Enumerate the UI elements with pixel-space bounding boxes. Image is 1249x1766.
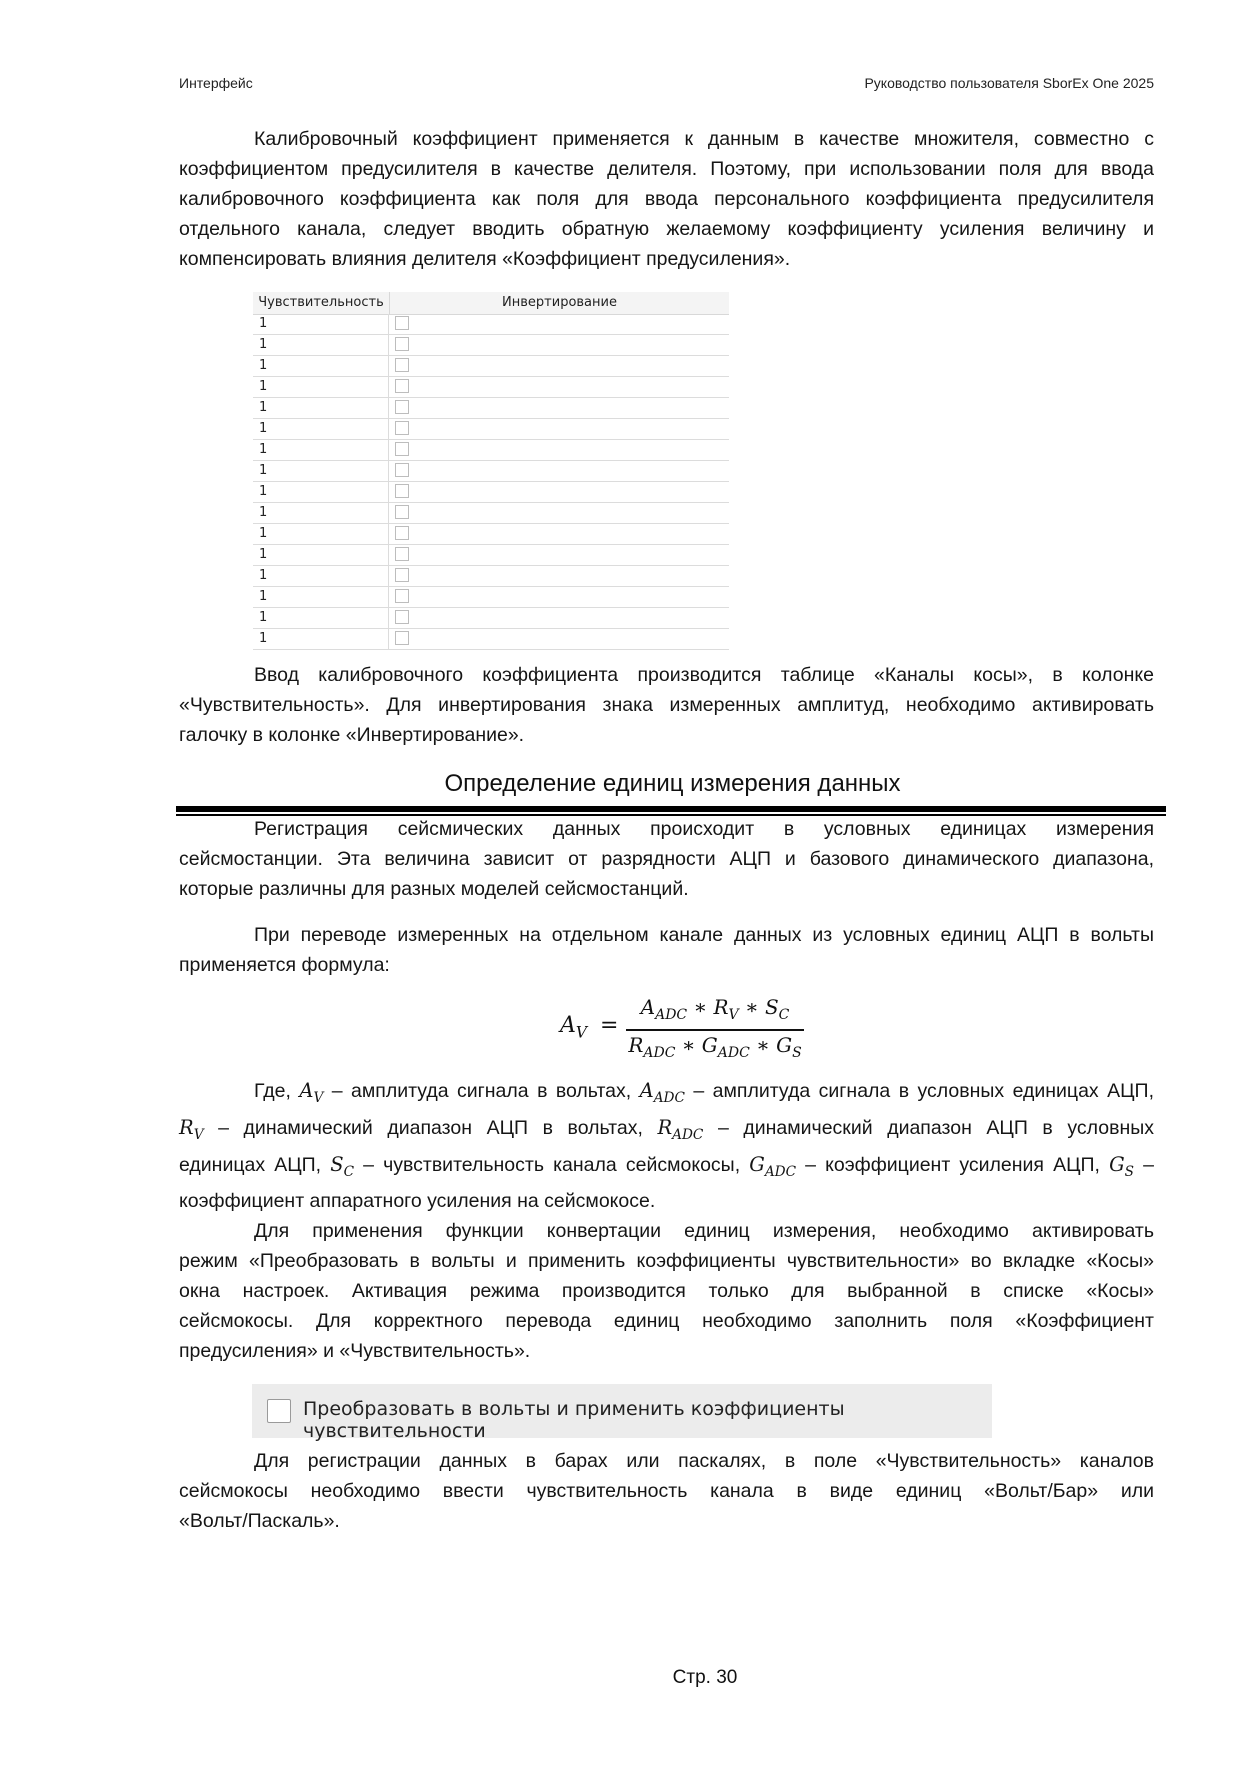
invert-checkbox[interactable] <box>395 610 409 624</box>
invert-checkbox[interactable] <box>395 631 409 645</box>
invert-checkbox[interactable] <box>395 337 409 351</box>
section-title: Определение единиц измерения данных <box>444 770 901 797</box>
header-right: Руководство пользователя SborEx One 2025 <box>864 75 1154 91</box>
sensitivity-cell[interactable]: 1 <box>253 440 389 460</box>
sensitivity-cell[interactable]: 1 <box>253 524 389 544</box>
table-row <box>253 314 729 335</box>
invert-checkbox[interactable] <box>395 379 409 393</box>
table-row <box>253 377 729 398</box>
table-row <box>253 419 729 440</box>
sensitivity-cell[interactable]: 1 <box>253 419 389 439</box>
table-row <box>253 461 729 482</box>
convert-to-volts-option[interactable] <box>252 1384 992 1442</box>
paragraph-bars-pascals: Для регистрации данных в барах или паскалях, в поле «Чувствительность» каналов сейсмокосы необходимо ввести чувствительность канала в виде единиц «Вольт/Бар» или «Вольт/Паскаль». <box>179 1450 1154 1532</box>
sensitivity-cell[interactable]: 1 <box>253 461 389 481</box>
invert-checkbox[interactable] <box>395 547 409 561</box>
invert-checkbox[interactable] <box>395 400 409 414</box>
paragraph-input: Ввод калибровочного коэффициента производится таблице «Каналы косы», в колонке «Чувствительность». Для инвертирования знака измеренных амплитуд, необходимо активировать галочку в колонке «Инвертирование». <box>179 664 1154 746</box>
formula-denominator: $R_{ADC}$ ∗ $G_{ADC}$ ∗ $G_S$ <box>628 1033 802 1061</box>
channels-table <box>253 292 729 646</box>
table-row <box>253 335 729 356</box>
invert-checkbox[interactable] <box>395 568 409 582</box>
sensitivity-cell[interactable]: 1 <box>253 482 389 502</box>
invert-checkbox[interactable] <box>395 526 409 540</box>
invert-checkbox[interactable] <box>395 589 409 603</box>
sensitivity-cell[interactable]: 1 <box>253 377 389 397</box>
convert-to-volts-label[interactable]: Преобразовать в вольты и применить коэффициенты чувствительности <box>303 1398 845 1442</box>
sensitivity-cell[interactable]: 1 <box>253 608 389 628</box>
table-row <box>253 587 729 608</box>
table-row <box>253 356 729 377</box>
invert-checkbox[interactable] <box>395 463 409 477</box>
table-row <box>253 398 729 419</box>
invert-checkbox[interactable] <box>395 358 409 372</box>
header-left: Интерфейс <box>179 75 253 91</box>
page-number: Стр. 30 <box>672 1667 738 1688</box>
table-row <box>253 608 729 629</box>
paragraph-definitions: Где, $A_V$ – амплитуда сигнала в вольтах, $A_{ADC}$ – амплитуда сигнала в условных единицах АЦП, $R_V$ – динамический диапазон АЦП в вольтах, $R_{ADC}$ – динамический диапазон АЦП в условных единицах АЦП, $S_C$ – чувствительность канала сейсмокосы, $G_{ADC}$ – коэффициент усиления АЦП, $G_S$ – коэффициент аппаратного усиления на сейсмокосе. <box>179 1079 1154 1213</box>
column-header-invert[interactable]: Инвертирование <box>390 292 729 315</box>
table-row <box>253 440 729 461</box>
sensitivity-cell[interactable]: 1 <box>253 335 389 355</box>
table-row <box>253 629 729 650</box>
invert-checkbox[interactable] <box>395 484 409 498</box>
fraction-bar <box>626 1029 804 1031</box>
table-row <box>253 503 729 524</box>
invert-checkbox[interactable] <box>395 316 409 330</box>
paragraph-calibration: Калибровочный коэффициент применяется к данным в качестве множителя, совместно с коэффициентом предусилителя в качестве делителя. Поэтому, при использовании поля для ввода калибровочного коэффициента как поля для ввода персонального коэффициента предусилителя отдельного канала, следует вводить обратную желаемому коэффициенту усиления величину и компенсировать влияния делителя «Коэффициент предусиления». <box>179 128 1154 270</box>
formula-lhs: A <box>560 1013 576 1038</box>
sensitivity-cell[interactable]: 1 <box>253 545 389 565</box>
sensitivity-cell[interactable]: 1 <box>253 398 389 418</box>
sensitivity-cell[interactable]: 1 <box>253 503 389 523</box>
table-row <box>253 482 729 503</box>
invert-checkbox[interactable] <box>395 421 409 435</box>
table-row <box>253 566 729 587</box>
sensitivity-cell[interactable]: 1 <box>253 587 389 607</box>
formula-numerator: $A_{ADC}$ ∗ $R_V$ ∗ $S_C$ <box>640 995 790 1023</box>
paragraph-conversion-mode: Для применения функции конвертации единиц измерения, необходимо активировать режим «Преобразовать в вольты и применить коэффициенты чувствительности» во вкладке «Косы» окна настроек. Активация режима производится только для выбранной в списке «Косы» сейсмокосы. Для корректного перевода единиц необходимо заполнить поля «Коэффициент предусиления» и «Чувствительность». <box>179 1220 1154 1362</box>
paragraph-registration: Регистрация сейсмических данных происходит в условных единицах измерения сейсмостанции. Эта величина зависит от разрядности АЦП и базового динамического диапазона, которые различны для разных моделей сейсмостанций. <box>179 818 1154 900</box>
sensitivity-cell[interactable]: 1 <box>253 566 389 586</box>
invert-checkbox[interactable] <box>395 505 409 519</box>
table-body <box>253 314 729 650</box>
sensitivity-cell[interactable]: 1 <box>253 314 389 334</box>
invert-checkbox[interactable] <box>395 442 409 456</box>
sensitivity-cell[interactable]: 1 <box>253 356 389 376</box>
paragraph-formula-intro: При переводе измеренных на отдельном канале данных из условных единиц АЦП в вольты применяется формула: <box>179 924 1154 976</box>
column-header-sensitivity[interactable]: Чувствительность <box>253 292 390 315</box>
table-row <box>253 524 729 545</box>
conversion-formula: $A_V$ = $A_{ADC}$ ∗ $R_V$ ∗ $S_C$ $R_{ADC}$ ∗ $G_{ADC}$ ∗ $G_S$ <box>560 995 800 1065</box>
heading-rule-thick <box>176 806 1166 812</box>
sensitivity-cell[interactable]: 1 <box>253 629 389 649</box>
table-row <box>253 545 729 566</box>
convert-to-volts-checkbox[interactable] <box>267 1399 291 1423</box>
